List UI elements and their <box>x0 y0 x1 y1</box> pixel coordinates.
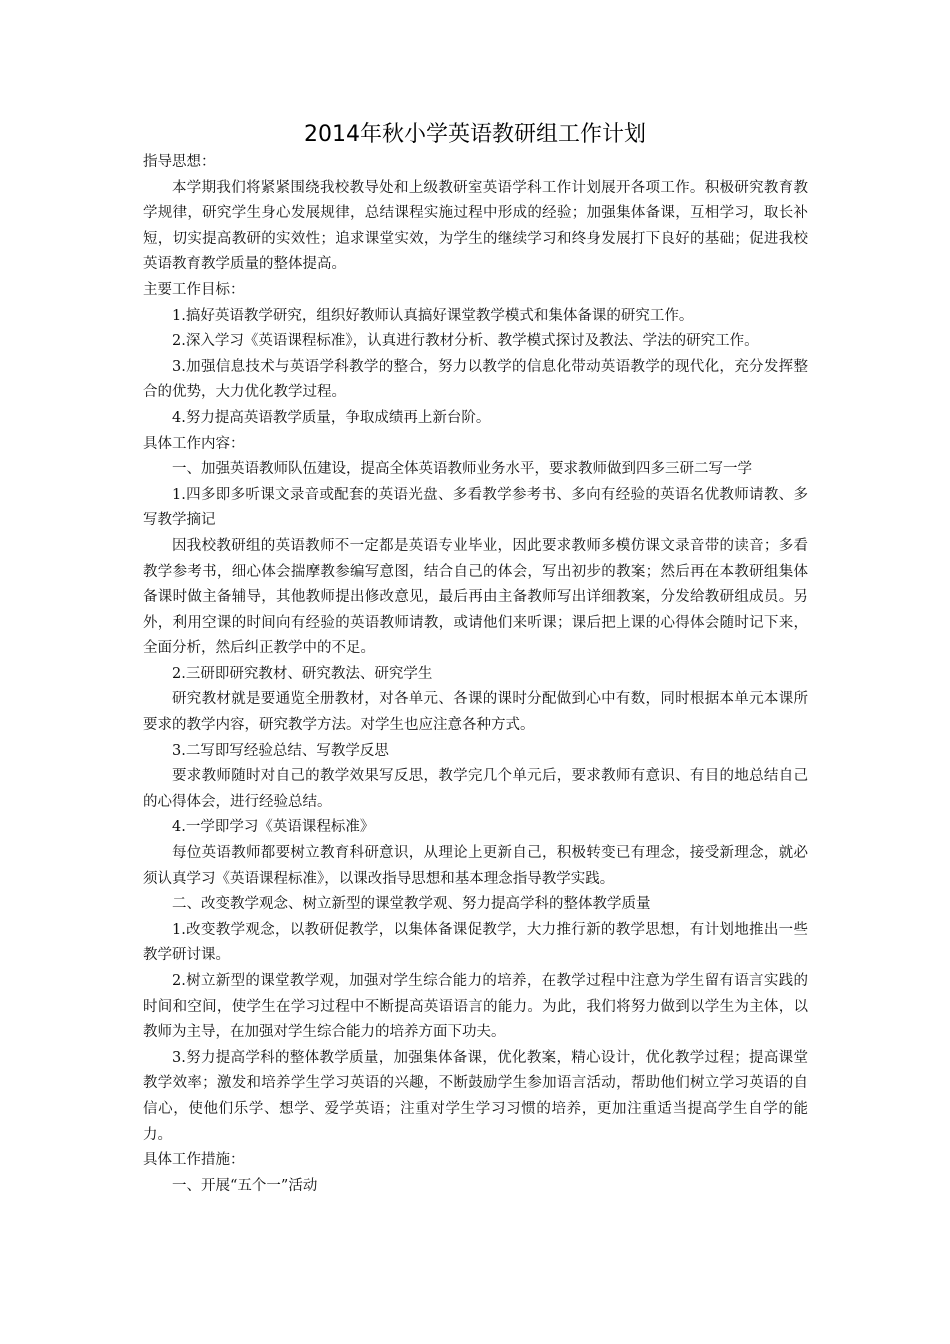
paragraph: 2.三研即研究教材、研究教法、研究学生 <box>172 665 433 682</box>
paragraph: 本学期我们将紧紧围绕我校教导处和上级教研室英语学科工作计划展开各项工作。积极研究教育教学规律，研究学生身心发展规律，总结课程实施过程中形成的经验；加强集体备课，互相学习，取长补短，切实提高教研的实效性；追求课堂实效，为学生的继续学习和终身发展打下良好的基础；促进我校英语教育教学质量的整体提高。 <box>143 179 808 273</box>
paragraph: 每位英语教师都要树立教育科研意识，从理论上更新自己，积极转变已有理念，接受新理念，就必须认真学习《英语课程标准》，以课改指导思想和基本理念指导教学实践。 <box>143 845 808 887</box>
paragraph: 3.二写即写经验总结、写教学反思 <box>172 742 389 759</box>
paragraph: 4.努力提高英语教学质量，争取成绩再上新台阶。 <box>172 409 491 426</box>
paragraph: 2.树立新型的课堂教学观，加强对学生综合能力的培养，在教学过程中注意为学生留有语言实践的时间和空间，使学生在学习过程中不断提高英语语言的能力。为此，我们将努力做到以学生为主体，以教师为主导，在加强对学生综合能力的培养方面下功夫。 <box>143 973 808 1041</box>
section-heading: 具体工作内容： <box>143 435 245 452</box>
paragraph: 研究教材就是要通览全册教材，对各单元、各课的课时分配做到心中有数，同时根据本单元本课所要求的教学内容，研究教学方法。对学生也应注意各种方式。 <box>143 691 808 734</box>
paragraph: 1.搞好英语教学研究，组织好教师认真搞好课堂教学模式和集体备课的研究工作。 <box>172 307 694 324</box>
paragraph: 一、开展“五个一”活动 <box>172 1177 318 1194</box>
paragraph: 4.一学即学习《英语课程标准》 <box>172 819 375 836</box>
section-heading: 指导思想： <box>143 154 216 170</box>
paragraph: 1.改变教学观念，以教研促教学，以集体备课促教学，大力推行新的教学思想，有计划地推出一些教学研讨课。 <box>143 921 808 964</box>
paragraph: 3.加强信息技术与英语学科教学的整合，努力以教学的信息化带动英语教学的现代化，充分发挥整合的优势，大力优化教学过程。 <box>143 358 808 401</box>
document-title: 2014年秋小学英语教研组工作计划 <box>304 122 646 147</box>
paragraph: 3.努力提高学科的整体教学质量，加强集体备课，优化教案，精心设计，优化教学过程；提高课堂教学效率；激发和培养学生学习英语的兴趣，不断鼓励学生参加语言活动，帮助他们树立学习英语的自信心，使他们乐学、想学、爱学英语；注重对学生学习习惯的培养，更加注重适当提高学生自学的能力。 <box>143 1049 808 1143</box>
paragraph: 因我校教研组的英语教师不一定都是英语专业毕业，因此要求教师多模仿课文录音带的读音；多看教学参考书，细心体会揣摩教参编写意图，结合自己的体会，写出初步的教案；然后再在本教研组集体备课时做主备辅导，其他教师提出修改意见，最后再由主备教师写出详细教案，分发给教研组成员。另外，利用空课的时间向有经验的英语教师请教，或请他们来听课；课后把上课的心得体会随时记下来，全面分析，然后纠正教学中的不足。 <box>143 537 808 657</box>
paragraph: 二、改变教学观念、树立新型的课堂教学观、努力提高学科的整体教学质量 <box>172 896 651 913</box>
paragraph: 一、加强英语教师队伍建设，提高全体英语教师业务水平，要求教师做到四多三研二写一学 <box>172 461 752 478</box>
paragraph: 要求教师随时对自己的教学效果写反思，教学完几个单元后，要求教师有意识、有目的地总结自己的心得体会，进行经验总结。 <box>143 768 808 810</box>
document-body <box>143 150 808 1199</box>
section-heading: 具体工作措施： <box>143 1152 245 1169</box>
paragraph: 2.深入学习《英语课程标准》，认真进行教材分析、教学模式探讨及教法、学法的研究工作。 <box>172 333 759 350</box>
section-heading: 主要工作目标： <box>143 281 245 298</box>
paragraph: 1.四多即多听课文录音或配套的英语光盘、多看教学参考书、多向有经验的英语名优教师请教、多写教学摘记 <box>143 486 808 529</box>
